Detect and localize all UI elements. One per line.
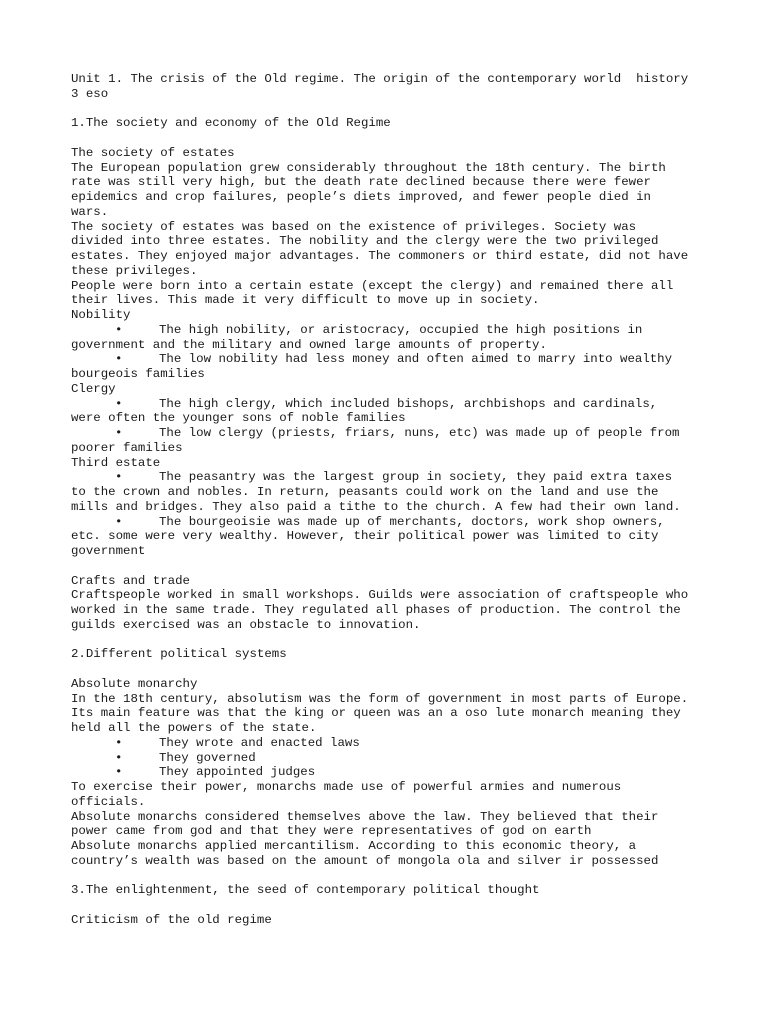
absolute-monarchy-heading: Absolute monarchy (71, 676, 198, 691)
bullet-item (71, 397, 711, 412)
paragraph-line: guilds exercised was an obstacle to innovation. (71, 617, 421, 632)
paragraph-line: Craftspeople worked in small workshops. Guilds were association of craftspeople who (71, 588, 689, 603)
bullet-icon: • (115, 750, 123, 765)
paragraph-line: In the 18th century, absolutism was the form of government in most parts of Europe. (71, 691, 689, 706)
paragraph-line: to the crown and nobles. In return, peasants could work on the land and use the (71, 485, 659, 499)
bullet-item (71, 765, 711, 780)
paragraph-line: power came from god and that they were representatives of god on earth (71, 824, 592, 839)
criticism-heading: Criticism of the old regime (71, 912, 272, 927)
crafts-heading: Crafts and trade (71, 573, 190, 588)
bullet-item (71, 352, 711, 367)
section-1-heading: 1.The society and economy of the Old Regime (71, 116, 391, 131)
paragraph-line: their lives. This made it very difficult to move up in society. (71, 293, 540, 308)
bullet-item (71, 323, 711, 338)
paragraph-line: Absolute monarchs applied mercantilism. According to this economic theory, a (71, 839, 637, 853)
paragraph-line: epidemics and crop failures, people’s diets improved, and fewer people died in (71, 190, 651, 204)
third-estate-heading: Third estate (71, 455, 161, 470)
bullet-text: The peasantry was the largest group in society, they paid extra taxes (159, 470, 673, 485)
paragraph-line: wars. (71, 204, 109, 219)
spacer (71, 633, 711, 648)
paragraph-line: mills and bridges. They also paid a tithe to the church. A few had their own land. (71, 499, 681, 514)
paragraph-line: To exercise their power, monarchs made use of powerful armies and numerous (71, 780, 622, 794)
bullet-text: The high nobility, or aristocracy, occupied the high positions in (159, 322, 643, 337)
bullet-item (71, 515, 711, 530)
bullet-icon: • (115, 765, 123, 780)
paragraph-line: government (71, 544, 146, 558)
bullet-text: They governed (159, 750, 256, 765)
society-heading: The society of estates (71, 145, 235, 160)
paragraph-line: were often the younger sons of noble families (71, 411, 406, 426)
spacer (71, 869, 711, 884)
bullet-icon: • (115, 352, 123, 367)
bullet-text: They appointed judges (159, 765, 316, 780)
document-page (71, 72, 711, 928)
paragraph-line: worked in the same trade. They regulated all phases of production. The control the (71, 603, 681, 617)
section-2-heading: 2.Different political systems (71, 647, 287, 662)
bullet-item (71, 426, 711, 441)
paragraph-line: divided into three estates. The nobility and the clergy were the two privileged (71, 234, 659, 249)
paragraph-line: rate was still very high, but the death rate declined because there were fewer (71, 175, 651, 190)
paragraph-line: The society of estates was based on the existence of privileges. Society was (71, 219, 637, 234)
paragraph-line: country’s wealth was based on the amount of mongola ola and silver ir possessed (71, 853, 659, 868)
clergy-heading: Clergy (71, 381, 116, 396)
section-3-heading: 3.The enlightenment, the seed of contemporary political thought (71, 883, 540, 898)
bullet-item (71, 736, 711, 751)
document-title-line-2: 3 eso (71, 86, 109, 101)
bullet-icon: • (115, 735, 123, 750)
bullet-text: The low nobility had less money and often aimed to marry into wealthy (159, 352, 673, 367)
paragraph-line: etc. some were very wealthy. However, their political power was limited to city (71, 529, 659, 544)
paragraph-line: officials. (71, 794, 146, 809)
spacer (71, 898, 711, 913)
bullet-icon: • (115, 322, 123, 337)
bullet-text: The low clergy (priests, friars, nuns, etc) was made up of people from (159, 426, 680, 440)
paragraph-line: People were born into a certain estate (except the clergy) and remained there all (71, 278, 674, 293)
nobility-heading: Nobility (71, 308, 131, 322)
bullet-item (71, 470, 711, 485)
bullet-text: The high clergy, which included bishops, archbishops and cardinals, (159, 396, 658, 411)
bullet-item (71, 751, 711, 766)
bullet-icon: • (115, 470, 123, 485)
paragraph-line: poorer families (71, 440, 183, 455)
bullet-text: The bourgeoisie was made up of merchants, doctors, work shop owners, (159, 514, 665, 529)
document-title-line-1: Unit 1. The crisis of the Old regime. The origin of the contemporary world history (71, 72, 689, 86)
spacer (71, 102, 711, 117)
bullet-icon: • (115, 426, 123, 440)
paragraph-line: estates. They enjoyed major advantages. The commoners or third estate, did not have (71, 249, 689, 263)
paragraph-line: Its main feature was that the king or queen was an a oso lute monarch meaning they (71, 706, 681, 721)
spacer (71, 131, 711, 146)
paragraph-line: Absolute monarchs considered themselves above the law. They believed that their (71, 809, 659, 824)
paragraph-line: these privileges. (71, 263, 198, 278)
paragraph-line: government and the military and owned large amounts of property. (71, 337, 547, 352)
spacer (71, 559, 711, 574)
paragraph-line: The European population grew considerably throughout the 18th century. The birth (71, 160, 666, 175)
paragraph-line: held all the powers of the state. (71, 721, 317, 735)
paragraph-line: bourgeois families (71, 367, 205, 381)
bullet-text: They wrote and enacted laws (159, 735, 360, 750)
spacer (71, 662, 711, 677)
bullet-icon: • (115, 396, 123, 411)
bullet-icon: • (115, 514, 123, 529)
